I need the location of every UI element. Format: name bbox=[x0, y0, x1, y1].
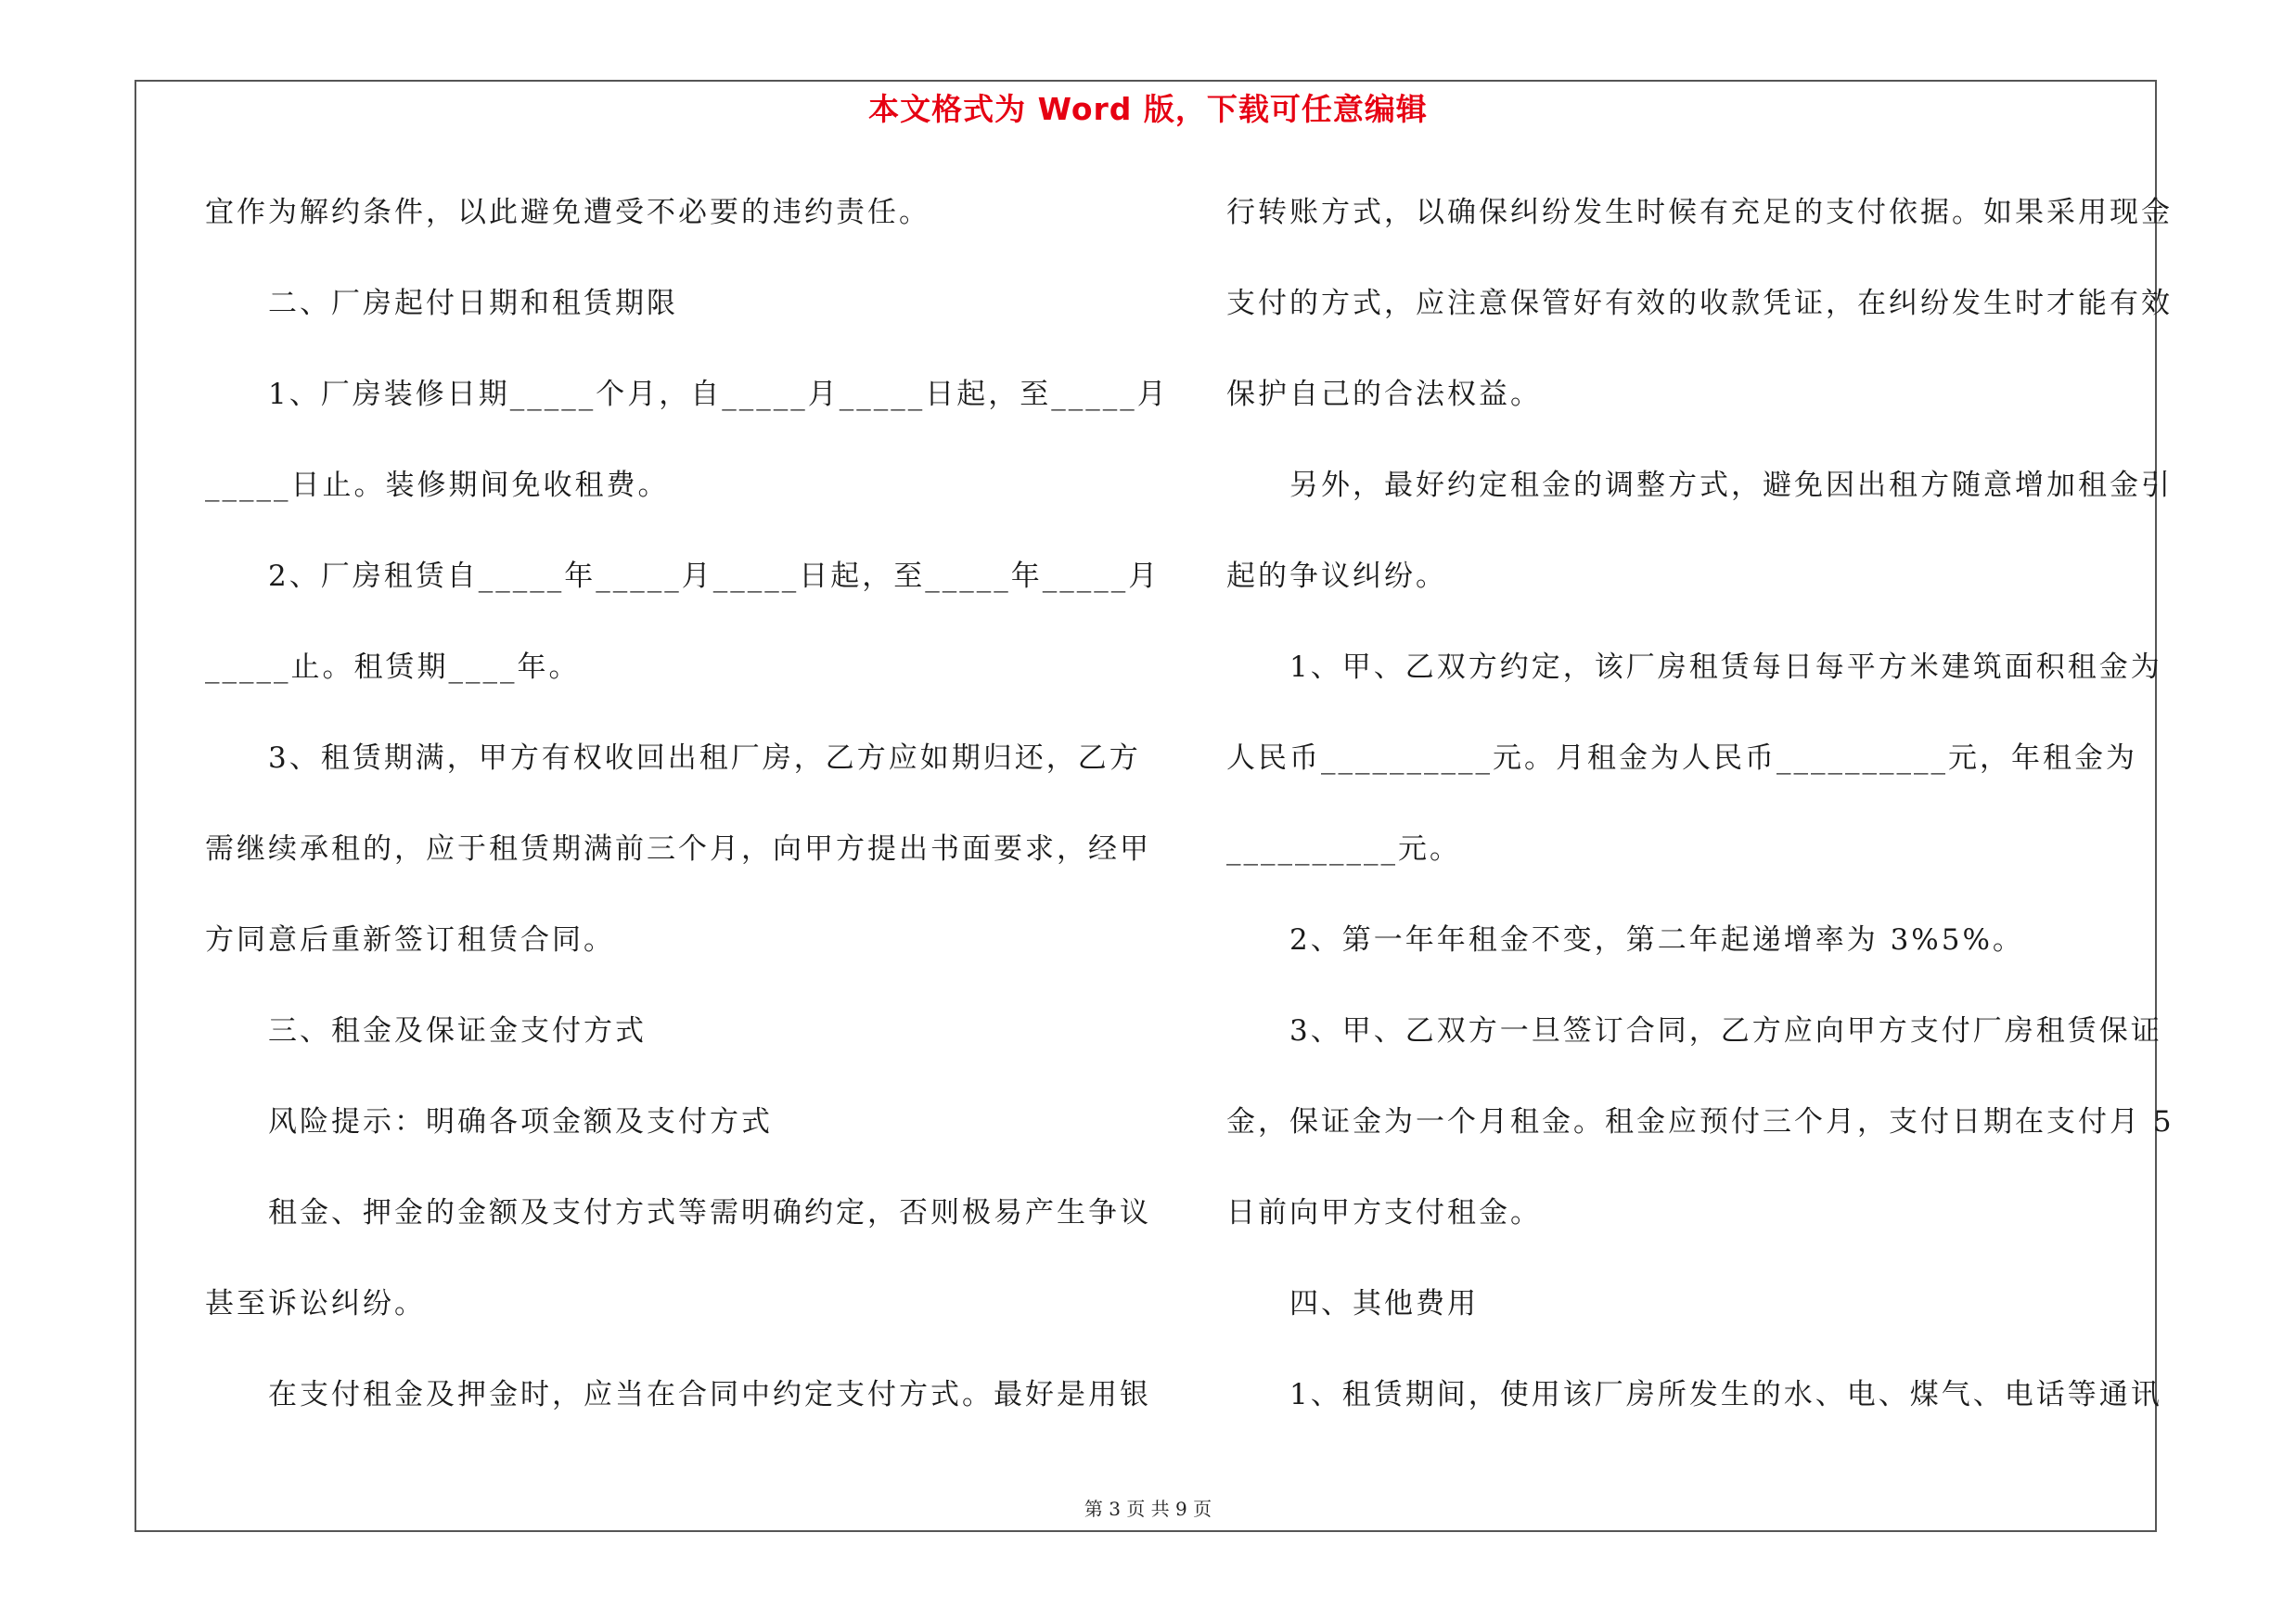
text-line: 起的争议纠纷。 bbox=[1226, 560, 1447, 593]
text-line: 方同意后重新签订租赁合同。 bbox=[205, 923, 615, 957]
text-line: 甚至诉讼纠纷。 bbox=[205, 1287, 426, 1320]
text-line: 日前向甲方支付租金。 bbox=[1226, 1196, 1542, 1230]
text-line: 2、第一年年租金不变，第二年起递增率为 3%5%。 bbox=[1226, 923, 2024, 957]
text-line: 保护自己的合法权益。 bbox=[1226, 378, 1542, 411]
risk-tip: 风险提示：明确各项金额及支付方式 bbox=[205, 1105, 773, 1139]
text-line: 支付的方式，应注意保管好有效的收款凭证，在纠纷发生时才能有效 bbox=[1226, 287, 2173, 320]
text-line: 金，保证金为一个月租金。租金应预付三个月，支付日期在支付月 5 bbox=[1226, 1105, 2174, 1139]
left-column bbox=[205, 182, 1169, 1455]
section-heading: 三、租金及保证金支付方式 bbox=[205, 1014, 647, 1048]
text-line: 需继续承租的，应于租赁期满前三个月，向甲方提出书面要求，经甲 bbox=[205, 832, 1151, 866]
text-line: 3、甲、乙双方一旦签订合同，乙方应向甲方支付厂房租赁保证 bbox=[1226, 1014, 2162, 1048]
text-line: 行转账方式，以确保纠纷发生时候有充足的支付依据。如果采用现金 bbox=[1226, 196, 2173, 229]
page-number: 第 3 页 共 9 页 bbox=[1084, 1498, 1212, 1520]
text-line: 在支付租金及押金时，应当在合同中约定支付方式。最好是用银 bbox=[205, 1378, 1151, 1411]
text-line: 宜作为解约条件，以此避免遭受不必要的违约责任。 bbox=[205, 196, 930, 229]
text-line: 人民币__________元。月租金为人民币__________元，年租金为 bbox=[1226, 741, 2137, 775]
section-heading: 二、厂房起付日期和租赁期限 bbox=[205, 287, 678, 320]
text-line: 1、甲、乙双方约定，该厂房租赁每日每平方米建筑面积租金为 bbox=[1226, 650, 2162, 684]
header-banner: 本文格式为 Word 版，下载可任意编辑 bbox=[868, 91, 1428, 127]
text-line: __________元。 bbox=[1226, 832, 1461, 866]
text-line: _____止。租赁期____年。 bbox=[205, 650, 581, 684]
text-line: 1、厂房装修日期_____个月，自_____月_____日起，至_____月 bbox=[205, 378, 1169, 411]
text-line: 2、厂房租赁自_____年_____月_____日起，至_____年_____月 bbox=[205, 560, 1161, 593]
text-line: _____日止。装修期间免收租费。 bbox=[205, 469, 670, 502]
text-line: 另外，最好约定租金的调整方式，避免因出租方随意增加租金引 bbox=[1226, 469, 2173, 502]
text-line: 1、租赁期间，使用该厂房所发生的水、电、煤气、电话等通讯 bbox=[1226, 1378, 2162, 1411]
text-line: 租金、押金的金额及支付方式等需明确约定，否则极易产生争议 bbox=[205, 1196, 1151, 1230]
text-line: 3、租赁期满，甲方有权收回出租厂房，乙方应如期归还，乙方 bbox=[205, 741, 1141, 775]
section-heading: 四、其他费用 bbox=[1226, 1287, 1479, 1320]
right-column bbox=[1226, 182, 2174, 1455]
